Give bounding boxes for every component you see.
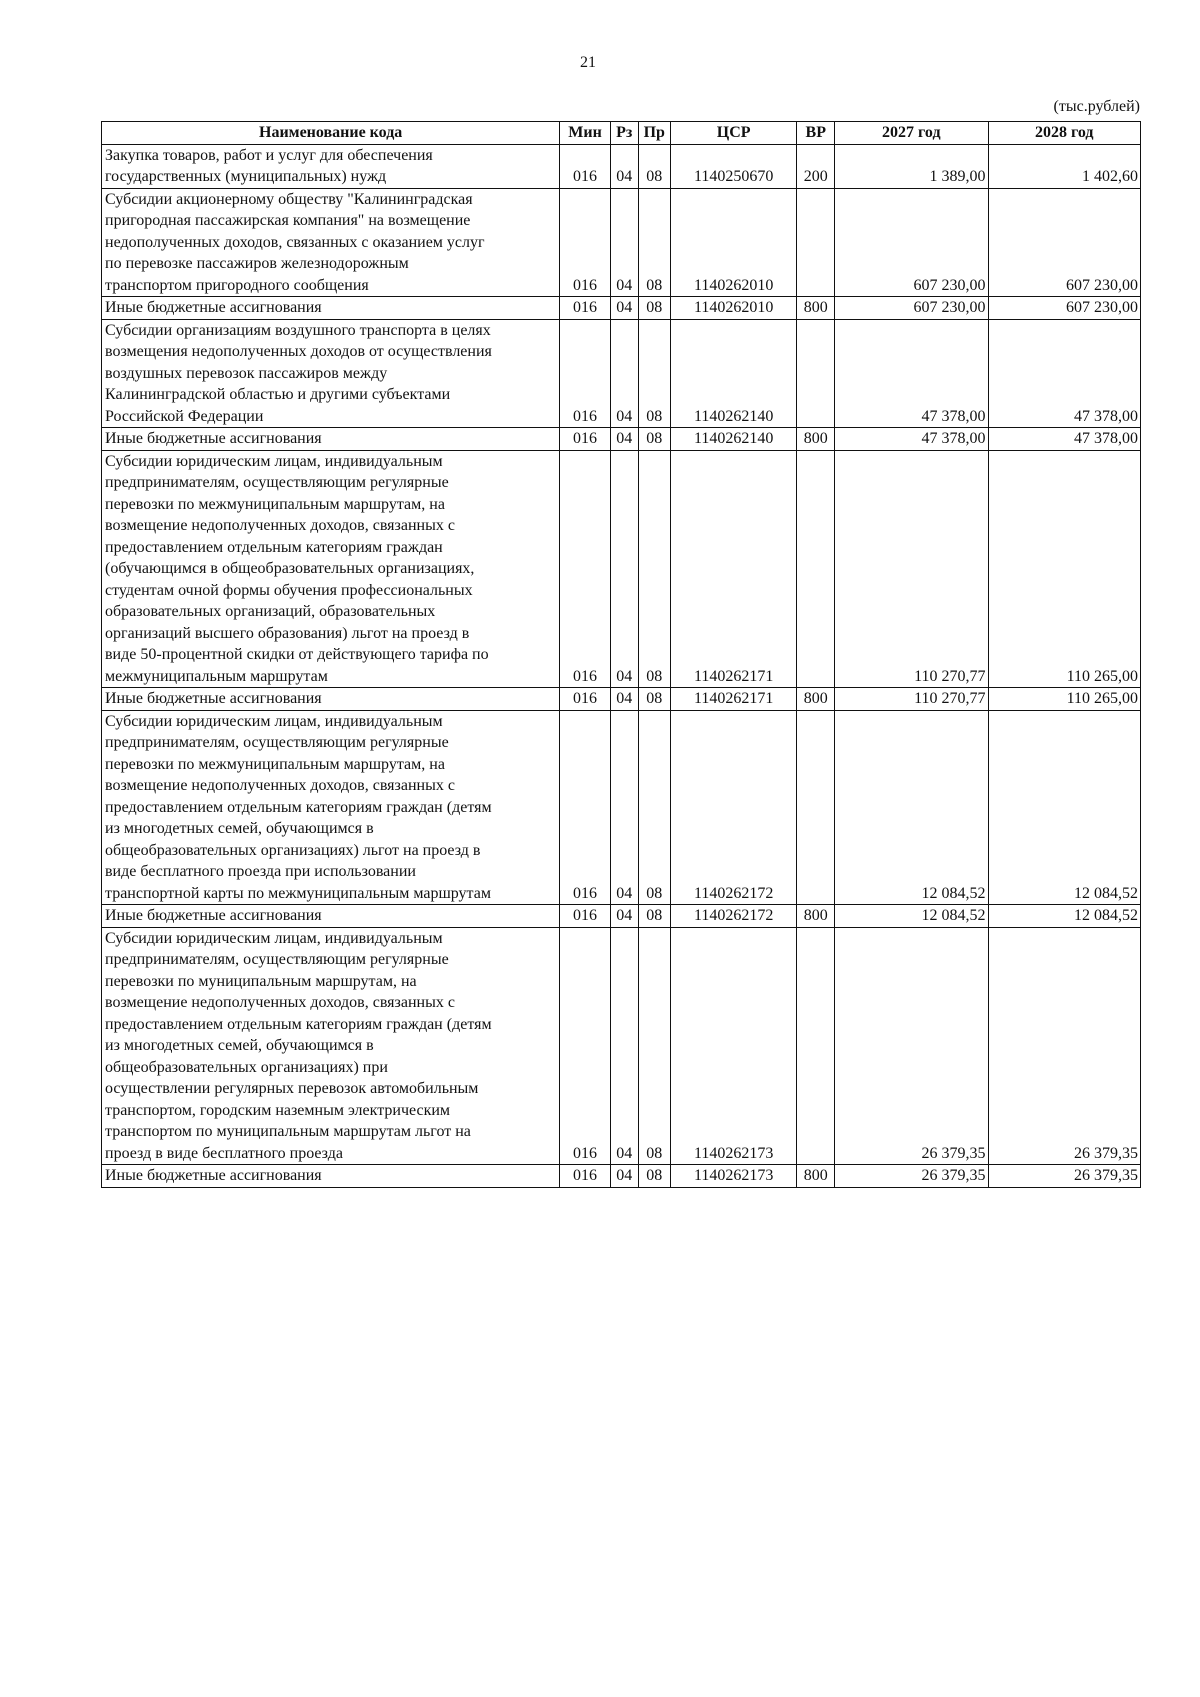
row-rz: 04 [610,710,638,905]
header-min: Мин [560,122,610,145]
row-vr [797,450,835,688]
header-csr: ЦСР [670,122,797,145]
row-rz: 04 [610,319,638,428]
row-min: 016 [560,428,610,451]
row-pr: 08 [638,428,670,451]
row-rz: 04 [610,688,638,711]
row-pr: 08 [638,319,670,428]
row-pr: 08 [638,1165,670,1188]
row-vr [797,188,835,297]
row-2027: 26 379,35 [835,927,988,1165]
row-csr: 1140262171 [670,688,797,711]
row-pr: 08 [638,905,670,928]
row-pr: 08 [638,927,670,1165]
row-csr: 1140262140 [670,428,797,451]
header-2028: 2028 год [988,122,1140,145]
row-2028: 47 378,00 [988,319,1140,428]
row-rz: 04 [610,927,638,1165]
header-name: Наименование кода [102,122,560,145]
row-2028: 26 379,35 [988,1165,1140,1188]
row-csr: 1140262010 [670,188,797,297]
row-2027: 607 230,00 [835,188,988,297]
row-pr: 08 [638,710,670,905]
row-2028: 12 084,52 [988,905,1140,928]
row-rz: 04 [610,188,638,297]
row-vr: 200 [797,144,835,188]
row-csr: 1140262172 [670,710,797,905]
row-2028: 1 402,60 [988,144,1140,188]
table-row [102,319,1141,428]
row-vr: 800 [797,428,835,451]
row-2027: 1 389,00 [835,144,988,188]
row-rz: 04 [610,450,638,688]
row-min: 016 [560,450,610,688]
row-name: Субсидии организациям воздушного транспорта в целях возмещения недополученных доходов от осуществления воздушных перевозок пассажиров между Калининградской областью и другими субъектами Российской Федерации [102,319,560,428]
table-row [102,188,1141,297]
header-pr: Пр [638,122,670,145]
row-pr: 08 [638,144,670,188]
row-2027: 47 378,00 [835,319,988,428]
row-rz: 04 [610,1165,638,1188]
row-name: Субсидии юридическим лицам, индивидуальным предпринимателям, осуществляющим регулярные перевозки по муниципальным маршрутам, на возмещение недополученных доходов, связанных с предоставлением отдельным категориям граждан (детям из многодетных семей, обучающимся в общеобразовательных организациях) при осуществлении регулярных перевозок автомобильным транспортом, городским наземным электрическим транспортом по муниципальным маршрутам льгот на проезд в виде бесплатного проезда [102,927,560,1165]
row-name: Иные бюджетные ассигнования [102,905,560,928]
table-row [102,297,1141,320]
row-name: Иные бюджетные ассигнования [102,297,560,320]
row-csr: 1140262172 [670,905,797,928]
row-2027: 47 378,00 [835,428,988,451]
row-2027: 110 270,77 [835,450,988,688]
budget-table [101,121,1141,1188]
table-row [102,428,1141,451]
table-row [102,688,1141,711]
table-header-row [102,122,1141,145]
row-rz: 04 [610,144,638,188]
row-min: 016 [560,710,610,905]
table-body [102,144,1141,1187]
row-2027: 607 230,00 [835,297,988,320]
row-rz: 04 [610,428,638,451]
table-row [102,905,1141,928]
header-vr: ВР [797,122,835,145]
header-2027: 2027 год [835,122,988,145]
row-2027: 26 379,35 [835,1165,988,1188]
row-pr: 08 [638,188,670,297]
row-2028: 26 379,35 [988,927,1140,1165]
row-min: 016 [560,297,610,320]
row-min: 016 [560,188,610,297]
row-min: 016 [560,927,610,1165]
row-2028: 607 230,00 [988,188,1140,297]
row-csr: 1140262010 [670,297,797,320]
table-row [102,927,1141,1165]
row-min: 016 [560,1165,610,1188]
row-min: 016 [560,688,610,711]
row-vr [797,927,835,1165]
row-2027: 12 084,52 [835,905,988,928]
table-row [102,144,1141,188]
row-2028: 110 265,00 [988,688,1140,711]
row-name: Иные бюджетные ассигнования [102,1165,560,1188]
row-vr: 800 [797,905,835,928]
row-2028: 110 265,00 [988,450,1140,688]
row-2027: 110 270,77 [835,688,988,711]
row-csr: 1140262140 [670,319,797,428]
row-vr: 800 [797,1165,835,1188]
row-2028: 47 378,00 [988,428,1140,451]
row-csr: 1140262173 [670,927,797,1165]
row-name: Закупка товаров, работ и услуг для обеспечения государственных (муниципальных) нужд [102,144,560,188]
row-vr [797,319,835,428]
row-pr: 08 [638,688,670,711]
row-min: 016 [560,144,610,188]
row-vr [797,710,835,905]
row-name: Субсидии акционерному обществу "Калининградская пригородная пассажирская компания" на возмещение недополученных доходов, связанных с оказанием услуг по перевозке пассажиров железнодорожным транспортом пригородного сообщения [102,188,560,297]
row-rz: 04 [610,297,638,320]
row-csr: 1140262171 [670,450,797,688]
row-min: 016 [560,905,610,928]
header-rz: Рз [610,122,638,145]
row-min: 016 [560,319,610,428]
row-name: Иные бюджетные ассигнования [102,428,560,451]
table-row [102,710,1141,905]
row-2028: 12 084,52 [988,710,1140,905]
row-pr: 08 [638,297,670,320]
row-csr: 1140250670 [670,144,797,188]
row-name: Субсидии юридическим лицам, индивидуальным предпринимателям, осуществляющим регулярные перевозки по межмуниципальным маршрутам, на возмещение недополученных доходов, связанных с предоставлением отдельным категориям граждан (обучающимся в общеобразовательных организациях, студентам очной формы обучения профессиональных образовательных организаций, образовательных организаций высшего образования) льгот на проезд в виде 50-процентной скидки от действующего тарифа по межмуниципальным маршрутам [102,450,560,688]
table-row [102,450,1141,688]
row-vr: 800 [797,297,835,320]
row-name: Иные бюджетные ассигнования [102,688,560,711]
row-pr: 08 [638,450,670,688]
row-name: Субсидии юридическим лицам, индивидуальным предпринимателям, осуществляющим регулярные перевозки по межмуниципальным маршрутам, на возмещение недополученных доходов, связанных с предоставлением отдельным категориям граждан (детям из многодетных семей, обучающимся в общеобразовательных организациях) льгот на проезд в виде бесплатного проезда при использовании транспортной карты по межмуниципальным маршрутам [102,710,560,905]
units-label: (тыс.рублей) [1053,98,1140,115]
row-2028: 607 230,00 [988,297,1140,320]
row-2027: 12 084,52 [835,710,988,905]
page-number: 21 [580,54,596,71]
row-csr: 1140262173 [670,1165,797,1188]
table-row [102,1165,1141,1188]
row-rz: 04 [610,905,638,928]
row-vr: 800 [797,688,835,711]
